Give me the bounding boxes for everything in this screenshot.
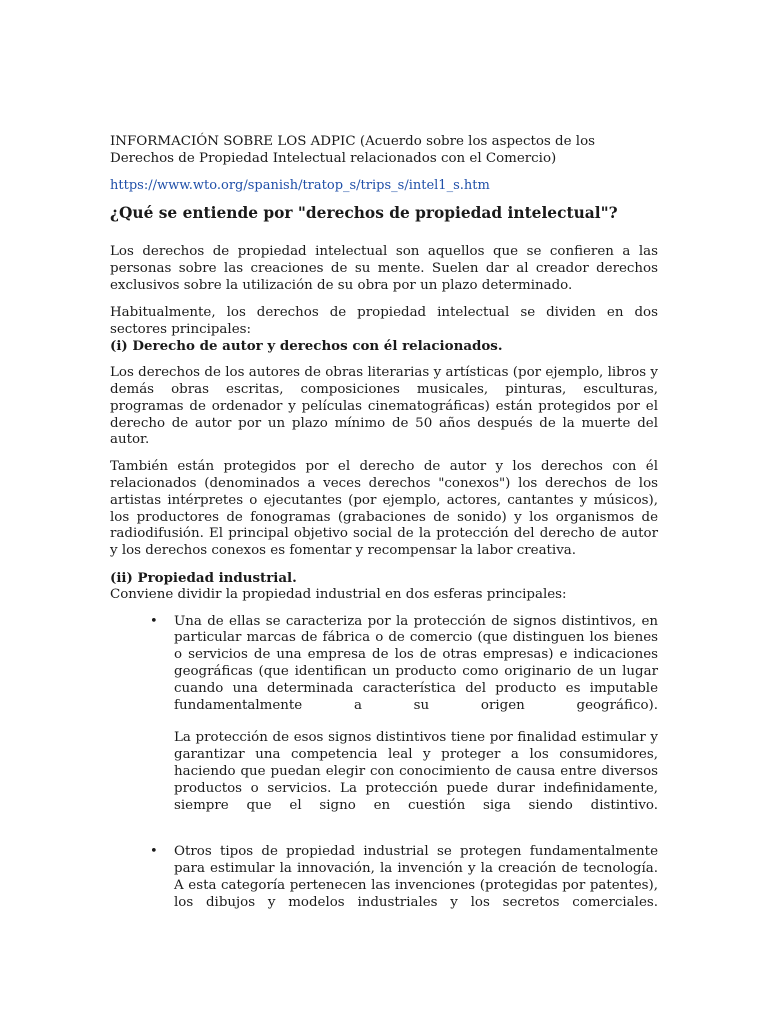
- paragraph-industrial-spheres: Conviene dividir la propiedad industrial en dos esferas principales:: [110, 586, 567, 602]
- subheading-industrial-property: (ii) Propiedad industrial.: [110, 569, 297, 586]
- paragraph-sectors: Habitualmente, los derechos de propiedad intelectual se dividen en dos sectores principales:: [110, 304, 658, 337]
- subheading-copyright: (i) Derecho de autor y derechos con él relacionados.: [110, 338, 503, 355]
- list-item: [110, 614, 658, 815]
- bullet-list: [110, 614, 658, 912]
- section-heading: ¿Qué se entiende por "derechos de propiedad intelectual"?: [110, 204, 618, 223]
- bullet-distinctive-signs-protection: La protección de esos signos distintivos tiene por finalidad estimular y garantizar una competencia leal y proteger a los consumidores, haciendo que puedan elegir con conocimiento de causa entre diversos productos o servicios. La protección puede durar indefinidamente, siempre que el signo en cuestión siga siendo distintivo.: [174, 730, 658, 813]
- bullet-icon: •: [150, 613, 158, 629]
- list-item: [110, 844, 658, 911]
- document-intro: INFORMACIÓN SOBRE LOS ADPIC (Acuerdo sobre los aspectos de los Derechos de Propiedad Intelectual relacionados con el Comercio): [110, 134, 596, 166]
- paragraph-authors: Los derechos de los autores de obras literarias y artísticas (por ejemplo, libros y demás obras escritas, composiciones musicales, pinturas, esculturas, programas de ordenador y películas cinematográficas) están protegidos por el derecho de autor por un plazo mínimo de 50 años después de la muerte del autor.: [110, 365, 658, 448]
- bullet-distinctive-signs: Una de ellas se caracteriza por la protección de signos distintivos, en particular marcas de fábrica o de comercio (que distinguen los bienes o servicios de una empresa de los de otras empresas) e indicaciones geográficas (que identifican un producto como originario de un lugar cuando una determinada característica del producto es imputable fundamentalmente a su origen geográfico).: [174, 613, 658, 713]
- paragraph-definition: Los derechos de propiedad intelectual son aquellos que se confieren a las personas sobre las creaciones de su mente. Suelen dar al creador derechos exclusivos sobre la utilización de su obra por un plazo determinado.: [110, 244, 658, 293]
- paragraph-related-rights: También están protegidos por el derecho de autor y los derechos con él relacionados (denominados a veces derechos "conexos") los derechos de los artistas intérpretes o ejecutantes (por ejemplo, actores, cantantes y músicos), los productores de fonogramas (grabaciones de sonido) y los organismos de radiodifusión. El principal objetivo social de la protección del derecho de autor y los derechos conexos es fomentar y recompensar la labor creativa.: [110, 459, 658, 559]
- document-page: [110, 134, 658, 929]
- wto-link[interactable]: https://www.wto.org/spanish/tratop_s/trips_s/intel1_s.htm: [110, 177, 490, 193]
- bullet-icon: •: [150, 844, 158, 860]
- bullet-other-industrial: Otros tipos de propiedad industrial se protegen fundamentalmente para estimular la innovación, la invención y la creación de tecnología. A esta categoría pertenecen las invenciones (protegidas por patentes), los dibujos y modelos industriales y los secretos comerciales.: [174, 844, 658, 910]
